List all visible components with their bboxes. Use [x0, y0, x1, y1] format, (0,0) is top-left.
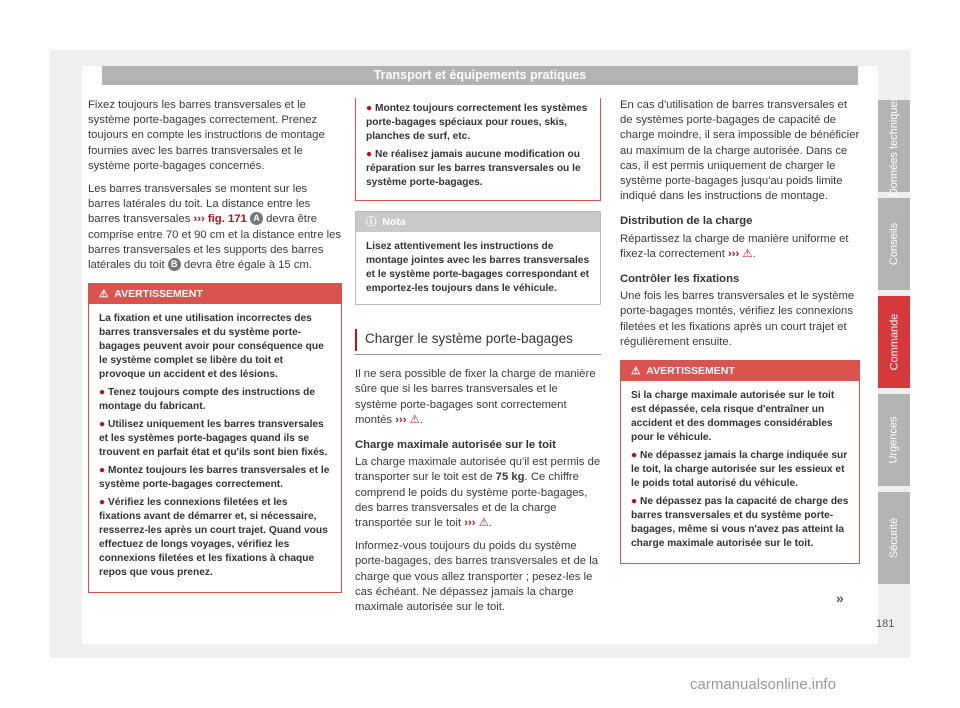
warning-intro: Si la charge maximale autorisée sur le toit est dépassée, cela risque d'entraîner un accident et des dommages considérables pour le véhicule. [631, 390, 835, 444]
warning-icon: ⚠ [409, 413, 420, 426]
tab-label: Conseils [888, 222, 900, 266]
warning-item-text: Montez toujours correctement les systèmes porte-bagages spéciaux pour roues, skis, planches de surf, etc. [366, 103, 588, 142]
paragraph: Informez-vous toujours du poids du système porte-bagages, des barres transversales et de la charge que vous allez transporter ; pesez-les le cas échéant. Ne dépassez jamais la charge maximale autorisée sur le toit. [355, 540, 599, 614]
tab-label: Sécurité [888, 517, 901, 559]
text: . Ce chiffre comprend le poids du système porte-bagages, des barres transversales et de la charge transportée sur le toit [355, 471, 588, 530]
bullet-icon: ● [99, 387, 106, 399]
column-2 [355, 98, 601, 623]
text: Il ne sera possible de fixer la charge de manière sûre que si les barres transversales et le système porte-bagages sont correctement montés [355, 368, 596, 426]
warning-intro: La fixation et une utilisation incorrectes des barres transversales et du système porte-bagages peuvent avoir pour conséquence que le système complet se libère du toit et provoque un accident et des lésions. [99, 313, 324, 381]
reference-arrow[interactable]: ››› [464, 517, 476, 530]
tab-conseils[interactable] [878, 198, 910, 290]
reference-arrow[interactable]: ››› [395, 413, 407, 426]
tab-label: Données techniques [888, 95, 901, 197]
paragraph: La charge maximale autorisée qu'il est permis de transporter sur le toit est de 75 kg. Ce chiffre comprend le poids du système porte-bagages, des barres transversales et de la charge transportée sur le toit ››› ⚠. [355, 456, 601, 530]
note-body: Lisez attentivement les instructions de montage jointes avec les barres transversales et le système porte-bagages correspondant et emportez-les toujours dans le véhicule. [366, 241, 590, 294]
warning-item-text: Tenez toujours compte des instructions de montage du fabricant. [99, 387, 315, 413]
continue-arrow: » [836, 590, 844, 606]
watermark: carmanualsonline.info [690, 676, 836, 693]
warning-continuation [355, 98, 601, 201]
warning-icon: ⚠ [478, 517, 489, 530]
warning-body [89, 304, 341, 592]
reference-arrow[interactable]: ››› [727, 247, 740, 260]
warning-body [621, 381, 859, 563]
subheading: Distribution de la charge [620, 215, 753, 228]
warning-item-text: Vérifiez les connexions filetées et les fixations avant de démarrer et, si nécessaire, resserrez-les après un court trajet. Quand vous effectuez de longs voyages, vérifiez les connexions filetées et les fixations à chaque repos que vous prenez. [99, 497, 328, 579]
tab-securite[interactable] [878, 492, 910, 584]
callout-b-badge: B [168, 258, 181, 271]
tab-label: Urgences [888, 416, 901, 464]
paragraph: Fixez toujours les barres transversales et le système porte-bagages correctement. Prenez toujours en compte les instructions de montage fournies avec les barres transversales et le système porte-bagages concernés. [88, 99, 325, 172]
tab-urgences[interactable] [878, 394, 910, 486]
warning-item-text: Montez toujours les barres transversales et le système porte-bagages correctement. [99, 465, 330, 491]
warning-item-text: Ne dépassez jamais la charge indiquée sur le toit, la charge autorisée sur les essieux et le poids total autorisé du véhicule. [631, 450, 848, 490]
warning-item-text: Ne réalisez jamais aucune modification ou réparation sur les barres transversales ou le système porte-bagages. [366, 149, 581, 188]
warning-item [99, 418, 331, 460]
note-header [356, 212, 600, 232]
text: Les barres transversales se montent sur les barres latérales du toit. La distance entre les barres transversales [88, 183, 311, 226]
warning-icon: ⚠ [742, 247, 753, 260]
page-number: 181 [876, 618, 895, 630]
warning-header [621, 361, 859, 381]
warning-title: AVERTISSEMENT [646, 365, 735, 378]
max-load-value: 75 kg [495, 471, 525, 484]
text: devra être comprise entre 70 et 90 cm et la distance entre les barres transversales et les supports des barres latérales du toit [88, 213, 342, 272]
page-header: Transport et équipements pratiques [102, 66, 858, 85]
figure-link[interactable]: ››› fig. 171 [193, 213, 247, 226]
warning-item [631, 495, 849, 551]
text: La charge maximale autorisée qu'il est permis de transporter sur le toit est de [355, 456, 601, 484]
subheading: Contrôler les fixations [620, 273, 740, 286]
column-3 [620, 98, 860, 564]
info-icon: ⓘ [366, 216, 377, 228]
bullet-icon: ● [99, 497, 106, 509]
paragraph: Répartissez la charge de manière uniforme et fixez-la correctement ››› ⚠. [620, 232, 849, 260]
warning-header [89, 284, 341, 304]
warning-item [631, 449, 849, 491]
note-box [355, 211, 601, 305]
section-title: Charger le système porte-bagages [355, 325, 601, 355]
bullet-icon: ● [631, 496, 638, 508]
note-title: Nota [382, 216, 406, 228]
warning-item [99, 464, 331, 492]
bullet-icon: ● [631, 450, 638, 462]
warning-item [366, 148, 590, 190]
warning-icon: ⚠ [99, 288, 109, 301]
paragraph: En cas d'utilisation de barres transversales et de systèmes porte-bagages de capacité de charge moindre, il sera impossible de bénéficier au maximum de la charge autorisée. Dans ce cas, il est permis uniquement de charger le système porte-bagages jusqu'au poids limite indiqué dans les instructions de montage. [620, 99, 860, 203]
bullet-icon: ● [366, 149, 373, 160]
warning-title: AVERTISSEMENT [114, 288, 203, 301]
warning-item [99, 496, 331, 580]
warning-item-text: Ne dépassez pas la capacité de charge des barres transversales et du système porte-bagages, même si vous n'avez pas atteint la charge maximale autorisée sur le toit. [631, 496, 849, 550]
paragraph: Il ne sera possible de fixer la charge de manière sûre que si les barres transversales et le système porte-bagages sont correctement montés ››› ⚠. [355, 368, 596, 426]
bullet-icon: ● [366, 103, 373, 114]
warning-box [88, 283, 342, 593]
tab-commande[interactable] [878, 296, 910, 388]
warning-icon: ⚠ [631, 365, 641, 378]
bullet-icon: ● [99, 465, 106, 477]
text: devra être égale à 15 cm. [183, 259, 313, 272]
tab-label: Commande [888, 313, 901, 371]
warning-box [620, 360, 860, 564]
warning-item [99, 386, 331, 414]
subheading: Charge maximale autorisée sur le toit [355, 439, 556, 452]
callout-a-badge: A [250, 212, 263, 225]
warning-item [366, 102, 590, 144]
paragraph [88, 182, 342, 273]
warning-item-text: Utilisez uniquement les barres transversales et les systèmes porte-bagages quand ils se trouvent en parfait état et qu'ils sont bien fixés. [99, 419, 328, 459]
column-1 [88, 98, 342, 593]
paragraph: Une fois les barres transversales et le système porte-bagages montés, vérifiez les connexions filetées et les fixations après un court trajet et régulièrement ensuite. [620, 290, 855, 348]
tab-donnees-techniques[interactable] [878, 95, 910, 197]
text: Répartissez la charge de manière uniforme et fixez-la correctement [620, 232, 849, 260]
bullet-icon: ● [99, 419, 106, 431]
